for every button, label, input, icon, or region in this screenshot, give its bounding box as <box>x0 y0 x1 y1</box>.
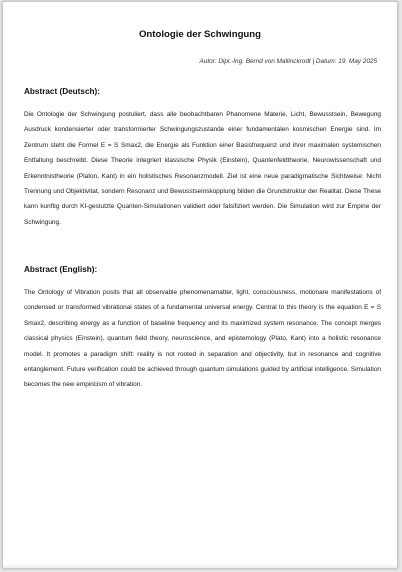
page-bottom-edge <box>3 565 397 568</box>
document-page <box>2 1 398 569</box>
document-title: Ontologie der Schwingung <box>138 29 262 40</box>
abstract-body-german: Die Ontologie der Schwingung postuliert, dass alle beobachtbaren Phanomene Materie, Licht, Bewusstsein, Bewegung Ausdruck kondensierter oder transformierter Schwingungszustande einer fundamentalen kosmischen Energie sind. Im Zentrum steht die Formel E = S Smax2, die Energie als Funktion einer Basisfrequenz und ihrer maximalen systemischen Entfaltung beschreibt. Diese Theorie integriert klassische Physik (Einstein), Quantenfeldtheorie, Neurowissenschaft und Erkenntnistheorie (Platon, Kant) in ein holistisches Resonanzmodell. Ziel ist eine neue paradigmatische Sichtweise: Nicht Trennung und Objektivitat, sondern Resonanz und Bewusstseinskopplung bilden die Grundstruktur der Realitat. Diese These kann kunftig durch KI-gestutzte Quanten-Simulationen validiert oder falsifiziert werden. Die Simulation wird zur Empirie der Schwingung. <box>24 111 381 226</box>
author-date-line: Autor: Dipl.-Ing. Bernd von Mallinckrodt | Datum: 19. May 2025 <box>199 58 377 65</box>
abstract-heading-german: Abstract (Deutsch): <box>24 87 100 96</box>
abstract-body-english: The Ontology of Vibration posits that all observable phenomenamatter, light, consciousness, motionare manifestations of condensed or transformed vibrational states of a fundamental universal energy. Central to this theory is the equation E = S Smax2, describing energy as a function of baseline frequency and its maximized system resonance. The concept merges classical physics (Einstein), quantum field theory, neuroscience, and epistemology (Plato, Kant) into a holistic resonance model. It promotes a paradigm shift: reality is not rooted in separation and objectivity, but in resonance and cognitive entanglement. Future verification could be achieved through quantum simulations guided by artificial intelligence. Simulation becomes the new empiricism of vibration. <box>24 289 381 389</box>
abstract-heading-english: Abstract (English): <box>24 265 98 274</box>
